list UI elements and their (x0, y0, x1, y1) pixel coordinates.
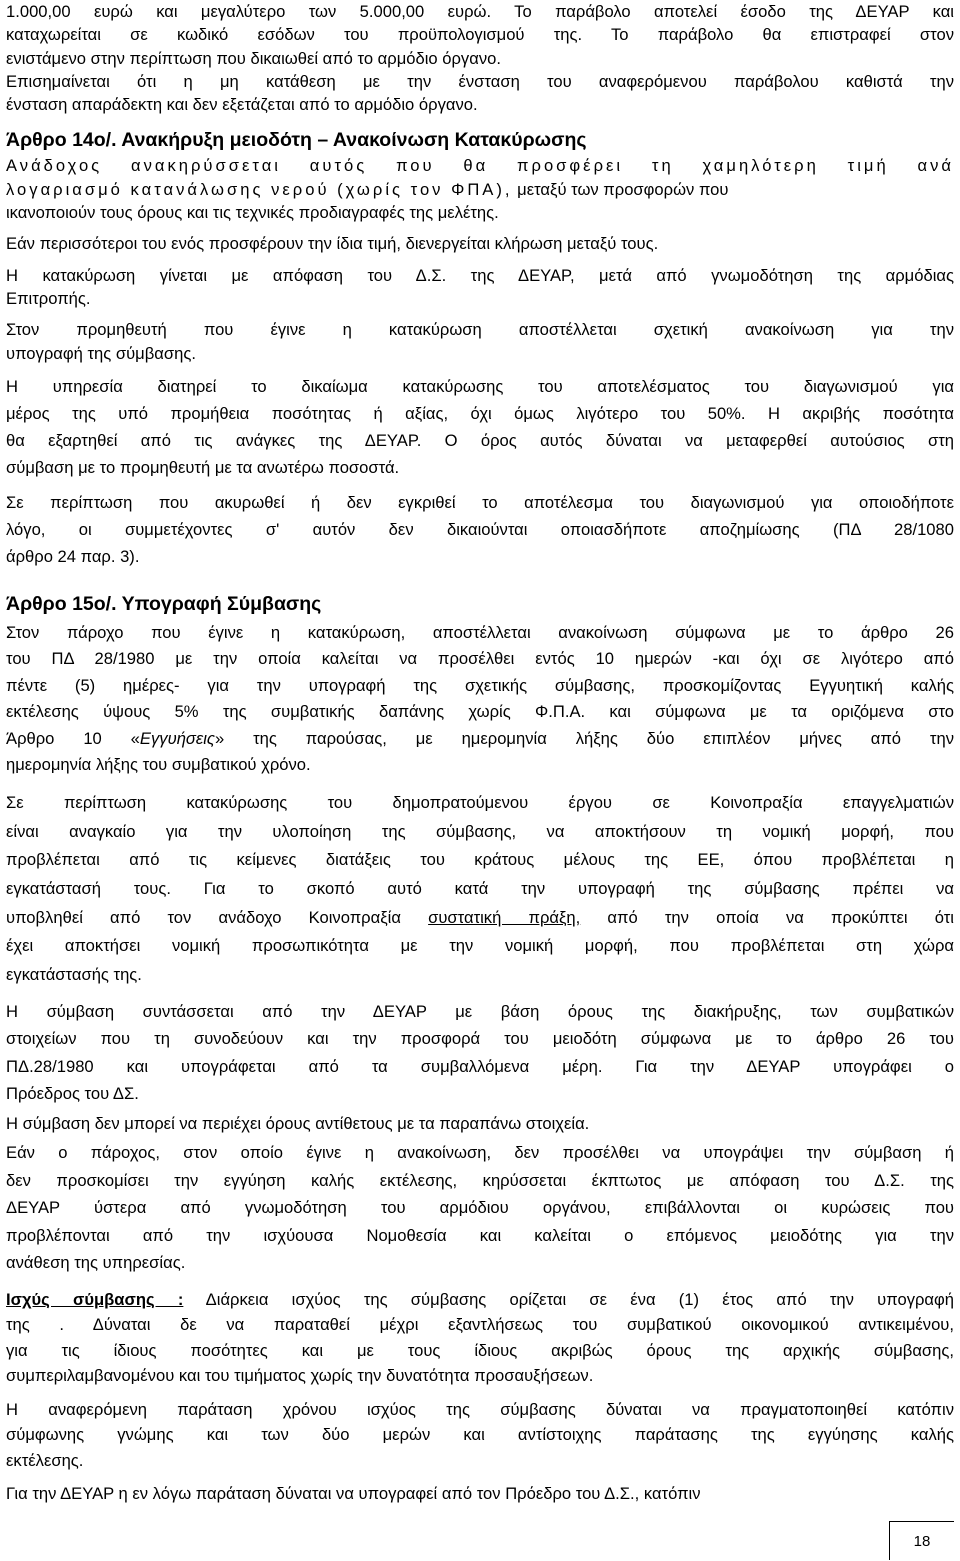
text-line: 1.000,00 ευρώ και μεγαλύτερο των 5.000,00 ευρώ. Το παράβολο αποτελεί έσοδο της ΔΕΥΑΡ και (6, 2, 954, 21)
paragraph-fee-refund (6, 0, 954, 70)
text-line: εγκατάστασής της. (6, 965, 142, 985)
text-line: υπογραφή της σύμβασης. (6, 343, 196, 363)
text-line: συμπεριλαμβανομένου και του τιμήματος χωρίς την δυνατότητα προσαυξήσεων. (6, 1366, 594, 1386)
text-line: εκτέλεσης. (6, 1450, 84, 1470)
paragraph-contract-validity (6, 1287, 954, 1389)
paragraph-consortium (6, 789, 954, 990)
text-line: ενιστάμενο στην περίπτωση που δικαιωθεί από το αρμόδιο όργανο. (6, 48, 501, 68)
text-line: του ΠΔ 28/1980 με την οποία καλείται να προσέλθει εντός 10 ημερών -και όχι σε λιγότερο από (6, 649, 954, 669)
text-line (6, 1287, 954, 1313)
text-span: Διάρκεια ισχύος της σύμβασης ορίζεται σε ένα (1) έτος από την υπογραφή (183, 1289, 955, 1309)
text-line: ανάθεση της υπηρεσίας. (6, 1253, 186, 1273)
text-line: Εάν ο πάροχος, στον οποίο έγινε η ανακοίνωση, δεν προσέλθει να υπογράψει την σύμβαση ή (6, 1143, 954, 1163)
text-line: Η υπηρεσία διατηρεί το δικαίωμα κατακύρωσης του αποτελέσματος του διαγωνισμού για (6, 376, 954, 396)
text-line: Η κατακύρωση γίνεται με απόφαση του Δ.Σ. της ΔΕΥΑΡ, μετά από γνωμοδότηση της αρμόδιας (6, 265, 954, 285)
paragraph-contract-drafting (6, 998, 954, 1108)
spaced-text: λογαριασμό κατανάλωσης νερού (χωρίς τον ΦΠΑ), (6, 179, 513, 199)
underlined-text: συστατική πράξη, (428, 907, 581, 927)
text-span: υποβληθεί από τον ανάδοχο Κοινοπραξία (6, 907, 401, 927)
paragraph-no-contrary-terms: Η σύμβαση δεν μπορεί να περιέχει όρους αντίθετους με τα παραπάνω στοιχεία. (6, 1113, 590, 1133)
italic-text: Εγγυήσεις (139, 728, 215, 748)
text-line (6, 726, 954, 753)
text-line: στοιχείων που τη συνοδεύουν και την προσφορά του μειοδότη σύμφωνα με το άρθρο 26 του (6, 1029, 954, 1049)
paragraph-extension-signature: Για την ΔΕΥΑΡ η εν λόγω παράταση δύναται να υπογραφεί από τον Πρόεδρο του Δ.Σ., κατόπιν (6, 1484, 701, 1504)
text-line: Επιτροπής. (6, 288, 91, 308)
text-span: Άρθρο 10 « (6, 728, 140, 748)
text-line: καταχωρείται σε κωδικό εσόδων του προϋπολογισμού της. Το παράβολο θα επιστραφεί στον (6, 25, 954, 45)
text-line: ημερομηνία λήξης του συμβατικού χρόνο. (6, 755, 311, 775)
text-line: προβλέπονται από την ισχύουσα Νομοθεσία και καλείται ο επόμενος μειοδότης για την (6, 1225, 954, 1245)
text-line: ένσταση απαράδεκτη και δεν εξετάζεται από το αρμόδιο όργανο. (6, 95, 478, 115)
text-line: δεν προσκομίσει την εγγύηση καλής εκτέλεσης, κηρύσσεται έκπτωτος με απόφαση του Δ.Σ. της (6, 1170, 954, 1190)
text-line (6, 904, 954, 933)
text-line: Στον πάροχο που έγινε η κατακύρωση, αποστέλλεται ανακοίνωση σύμφωνα με το άρθρο 26 (6, 622, 954, 642)
text-line: ικανοποιούν τους όρους και τις τεχνικές προδιαγραφές της μελέτης. (6, 203, 499, 223)
text-line: της . Δύναται δε να παραταθεί μέχρι εξαντλήσεως του συμβατικού οικονομικού αντικειμένου, (6, 1315, 954, 1335)
text-line: για τις ίδιους ποσότητες και με τους ίδιους ακριβώς όρους της αρχικής σύμβασης, (6, 1340, 954, 1360)
text-line: εγκατάστασή τους. Για το σκοπό αυτό κατά την υπογραφή της σύμβασης πρέπει να (6, 878, 954, 898)
text-line: πέντε (5) ημέρες- για την υπογραφή της σχετικής σύμβασης, προσκομίζοντας Εγγυητική καλής (6, 675, 954, 695)
text-line: λόγο, οι συμμετέχοντες σ' αυτόν δεν δικαιούνται οποιασδήποτε αποζημίωσης (ΠΔ 28/1080 (6, 519, 954, 539)
text-span: μεταξύ των προσφορών που (517, 179, 729, 199)
text-line: μέρος της υπό προμήθεια ποσότητας ή αξίας, όχι όμως λιγότερο του 50%. Η ακριβής ποσότητα (6, 403, 954, 423)
text-line: εκτέλεσης ύψους 5% της συμβατικής δαπάνης χωρίς Φ.Π.Α. και σύμφωνα με τα οριζόμενα στο (6, 702, 954, 722)
validity-label: Ισχύς σύμβασης : (6, 1289, 184, 1309)
text-line: Πρόεδρος του ΔΣ. (6, 1084, 139, 1104)
text-line: σύμφωνης γνώμης και των δύο μερών και αντίστοιχης παράτασης της εγγύησης καλής (6, 1425, 954, 1445)
text-line: Η σύμβαση συντάσσεται από την ΔΕΥΑΡ με βάση όρους της διακήρυξης, των συμβατικών (6, 1001, 954, 1021)
text-line: προβλέπεται από τις κείμενες διατάξεις του κράτους μέλους της ΕΕ, όπου προβλέπεται η (6, 850, 954, 870)
text-span: από την οποία να προκύπτει ότι (607, 907, 954, 927)
paragraph-award-decision (6, 264, 954, 311)
article-14-heading: Άρθρο 14ο/. Ανακήρυξη μειοδότη – Ανακοίνωση Κατακύρωσης (6, 129, 587, 152)
text-line: Επισημαίνεται ότι η μη κατάθεση με την ένσταση του αναφερόμενου παράβολου καθιστά την (6, 71, 954, 91)
paragraph-extension (6, 1397, 954, 1474)
text-line: Σε περίπτωση που ακυρωθεί ή δεν εγκριθεί το αποτέλεσμα του διαγωνισμού για οποιοδήποτε (6, 492, 954, 512)
page-number: 18 (889, 1521, 954, 1560)
paragraph-objection-note (6, 70, 954, 117)
paragraph-cancellation (6, 489, 954, 570)
paragraph-partial-award (6, 373, 954, 481)
text-line: σύμβαση με το προμηθευτή με τα ανωτέρω ποσοστά. (6, 457, 400, 477)
text-line: άρθρο 24 παρ. 3). (6, 546, 140, 566)
text-line: Η αναφερόμενη παράταση χρόνου ισχύος της σύμβασης δύναται να πραγματοποιηθεί κατόπιν (6, 1399, 954, 1419)
paragraph-award-criteria (6, 154, 954, 224)
text-line: είναι αναγκαίο για την υλοποίηση της σύμβασης, να αποκτήσουν τη νομική μορφή, που (6, 821, 954, 841)
paragraph-tie-draw: Εάν περισσότεροι του ενός προσφέρουν την ίδια τιμή, διενεργείται κλήρωση μεταξύ τους. (6, 234, 659, 254)
paragraph-award-notice (6, 318, 954, 365)
text-line: Στον προμηθευτή που έγινε η κατακύρωση αποστέλλεται σχετική ανακοίνωση για την (6, 320, 954, 340)
text-line: ΔΕΥΑΡ ύστερα από γνωμοδότηση του αρμόδιου οργάνου, επιβάλλονται οι κυρώσεις που (6, 1198, 954, 1218)
text-line: ΠΔ.28/1980 και υπογράφεται από τα συμβαλλόμενα μέρη. Για την ΔΕΥΑΡ υπογράφει ο (6, 1056, 954, 1076)
text-line: θα εξαρτηθεί από τις ανάγκες της ΔΕΥΑΡ. Ο όρος αυτός δύναται να μεταφερθεί αυτούσιος στη (6, 430, 954, 450)
paragraph-contract-invitation (6, 620, 954, 779)
text-line: Ανάδοχος ανακηρύσσεται αυτός που θα προσφέρει τη χαμηλότερη τιμή ανά (6, 156, 954, 176)
text-line (6, 178, 954, 201)
paragraph-forfeiture (6, 1139, 954, 1277)
article-15-heading: Άρθρο 15ο/. Υπογραφή Σύμβασης (6, 592, 322, 615)
text-line: έχει αποκτήσει νομική προσωπικότητα με την νομική μορφή, που προβλέπεται στη χώρα (6, 936, 954, 956)
text-span: » της παρούσας, με ημερομηνία λήξης δύο επιπλέον μήνες από την (214, 728, 954, 748)
text-line: Σε περίπτωση κατακύρωσης του δημοπρατούμενου έργου σε Κοινοπραξία επαγγελματιών (6, 792, 954, 812)
